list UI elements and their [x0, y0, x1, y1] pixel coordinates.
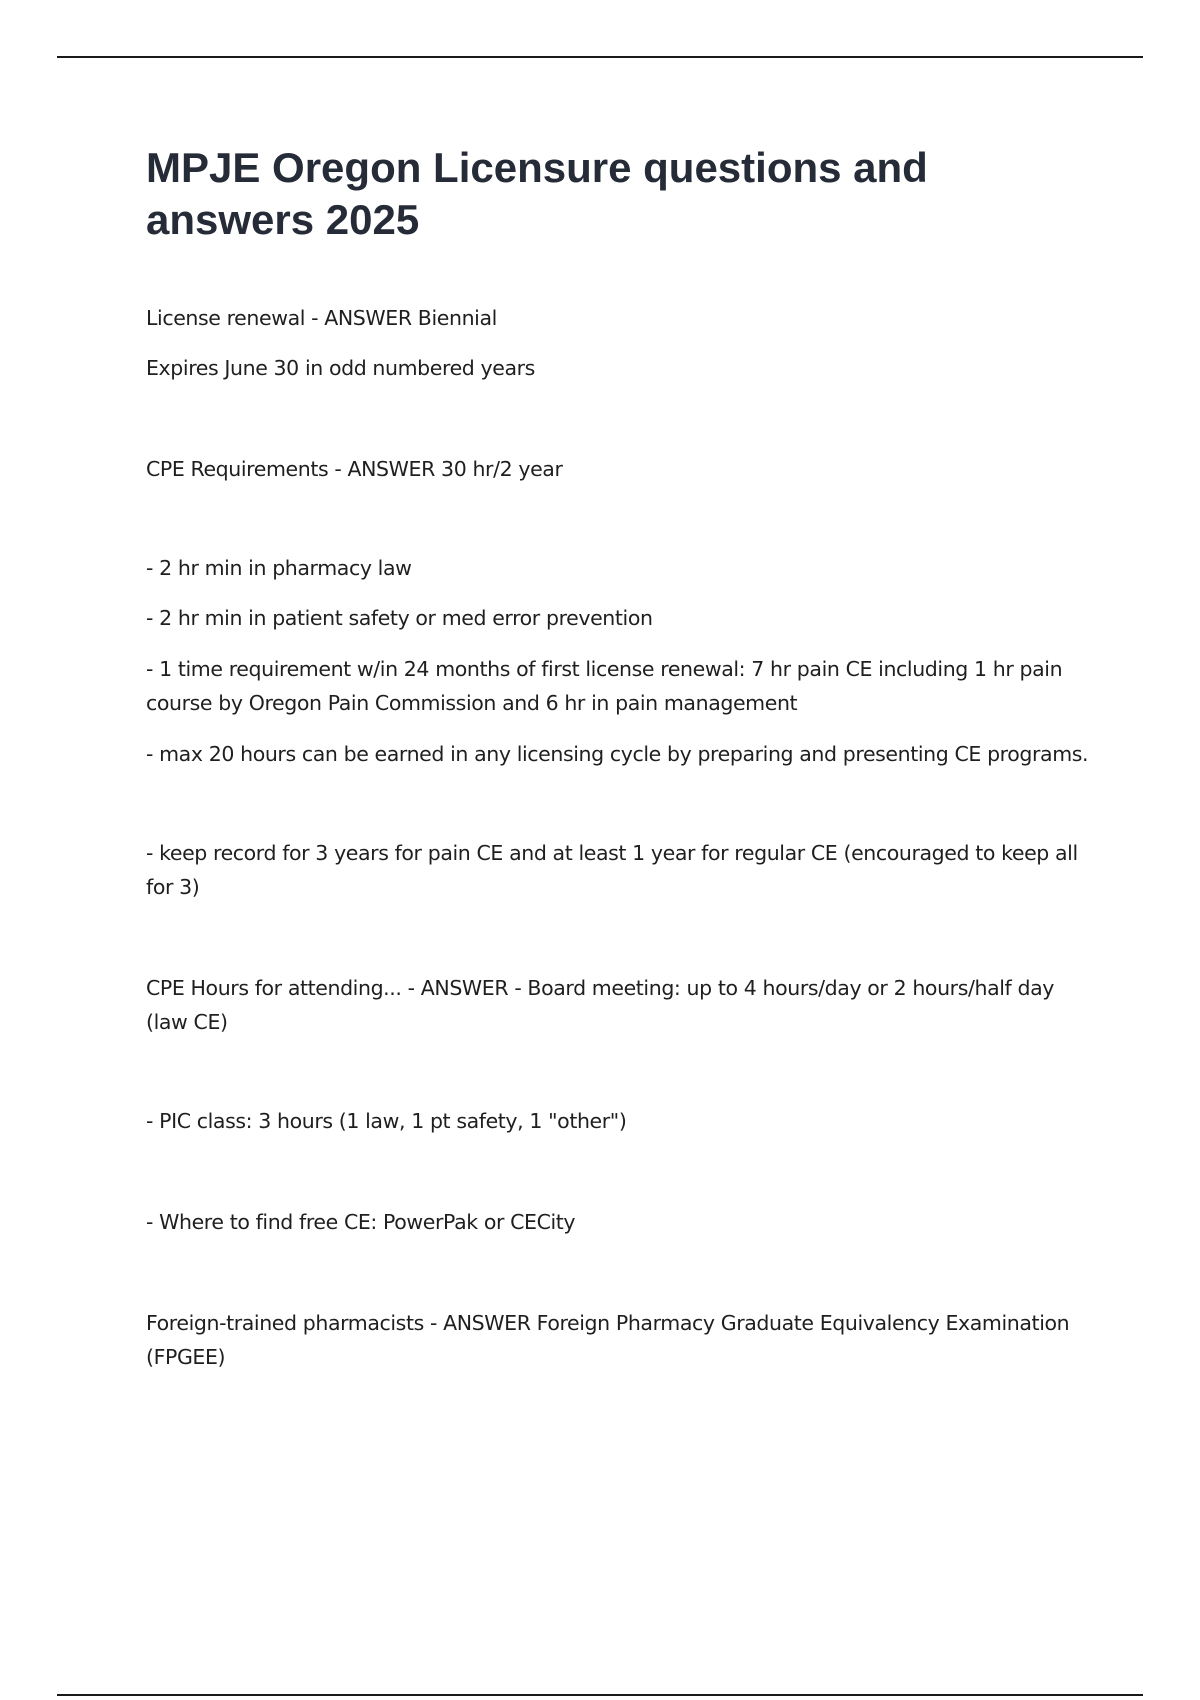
top-divider — [57, 56, 1143, 58]
list-item-pic-class: - PIC class: 3 hours (1 law, 1 pt safety, 1 "other") — [146, 1109, 627, 1133]
list-item-record-keeping: - keep record for 3 years for pain CE and at least 1 year for regular CE (encouraged to keep all for 3) — [146, 841, 1078, 899]
list-item-free-ce: - Where to find free CE: PowerPak or CECity — [146, 1210, 576, 1234]
list-item-law-hours: - 2 hr min in pharmacy law — [146, 556, 412, 580]
qa-license-renewal: License renewal - ANSWER Biennial — [146, 306, 497, 330]
qa-expiration-note: Expires June 30 in odd numbered years — [146, 356, 535, 380]
list-item-patient-safety-hours: - 2 hr min in patient safety or med error prevention — [146, 606, 653, 630]
qa-cpe-hours-attending: CPE Hours for attending... - ANSWER - Board meeting: up to 4 hours/day or 2 hours/half day (law CE) — [146, 976, 1054, 1034]
list-item-pain-ce-requirement: - 1 time requirement w/in 24 months of first license renewal: 7 hr pain CE including 1 hr pain course by Oregon Pain Commission and 6 hr in pain management — [146, 657, 1063, 715]
qa-foreign-trained: Foreign-trained pharmacists - ANSWER Foreign Pharmacy Graduate Equivalency Examination (FPGEE) — [146, 1311, 1070, 1369]
list-item-max-presenting-hours: - max 20 hours can be earned in any licensing cycle by preparing and presenting CE programs. — [146, 742, 1089, 766]
bottom-divider — [57, 1694, 1143, 1696]
qa-cpe-requirements: CPE Requirements - ANSWER 30 hr/2 year — [146, 457, 563, 481]
page-title: MPJE Oregon Licensure questions and answers 2025 — [146, 144, 928, 243]
